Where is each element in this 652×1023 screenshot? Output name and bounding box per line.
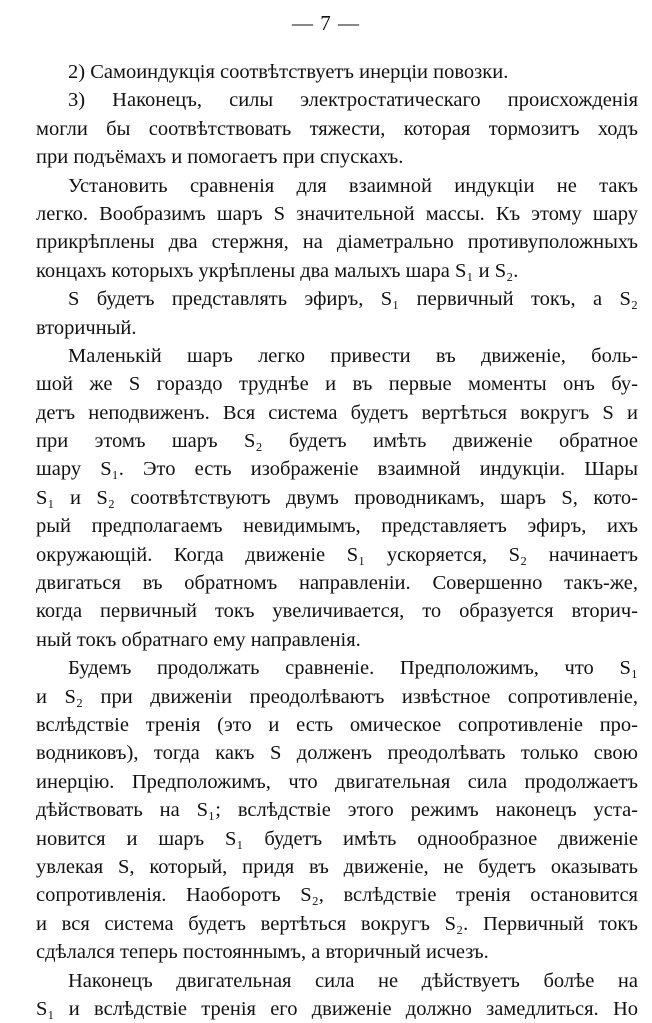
text-line: прикрѣплены два стержня, на діаметрально противуположныхъ xyxy=(36,231,638,254)
text-line: вторичный. xyxy=(36,316,137,339)
text-line: сдѣлался теперь постояннымъ, а вторичный исчезъ. xyxy=(36,941,489,964)
text-line: Будемъ продолжать сравненіе. Предположимъ, что S₁ xyxy=(68,657,638,680)
text-line: инерцію. Предположимъ, что двигательная сила продолжаетъ xyxy=(36,770,638,793)
text-line: дѣйствовать на S₁; вслѣдствіе этого режимъ наконецъ уста- xyxy=(36,799,638,822)
text-line: Маленькій шаръ легко привести въ движеніе, боль- xyxy=(68,344,638,367)
text-line: 3) Наконецъ, силы электростатическаго происхожденія xyxy=(68,89,638,112)
text-line: шой же S гораздо труднѣе и въ первые моменты онъ бу- xyxy=(36,373,638,396)
text-line: и вся система будетъ вертѣться вокругъ S₂. Первичный токъ xyxy=(36,912,638,935)
text-line: и S₂ при движеніи преодолѣваютъ извѣстное сопротивленіе, xyxy=(36,685,638,708)
body-text xyxy=(36,58,638,1023)
text-line: легко. Вообразимъ шаръ S значительной массы. Къ этому шару xyxy=(36,202,638,225)
text-line: S₁ и вслѣдствіе тренія его движеніе должно замедлиться. Но xyxy=(36,997,638,1020)
text-line: новится и шаръ S₁ будетъ имѣть однообразное движеніе xyxy=(36,827,638,850)
text-line: двигаться въ обратномъ направленіи. Совершенно такъ-же, xyxy=(36,572,638,595)
text-line: 2) Самоиндукція соотвѣтствуетъ инерціи повозки. xyxy=(68,61,509,83)
text-line: когда первичный токъ увеличивается, то образуется вторич- xyxy=(36,600,638,623)
text-line: ный токъ обратнаго ему направленія. xyxy=(36,628,361,651)
text-line: S₁ и S₂ соотвѣтствуютъ двумъ проводникамъ, шаръ S, кото- xyxy=(36,486,638,509)
text-line: водниковъ), тогда какъ S долженъ преодолѣвать только свою xyxy=(36,742,638,765)
text-line: при этомъ шаръ S₂ будетъ имѣть движеніе обратное xyxy=(36,430,638,453)
text-line: увлекая S, который, придя въ движеніе, не будетъ оказывать xyxy=(36,855,638,878)
text-line: рый предполагаемъ невидимымъ, представляетъ эфиръ, ихъ xyxy=(36,515,638,538)
text-line: вслѣдствіе тренія (это и есть омическое сопротивленіе про- xyxy=(36,713,638,736)
text-line: концахъ которыхъ укрѣплены два малыхъ шара S₁ и S₂. xyxy=(36,259,519,282)
text-line: S будетъ представлять эфиръ, S₁ первичный токъ, а S₂ xyxy=(68,288,638,311)
text-line: Наконецъ двигательная сила не дѣйствуетъ болѣе на xyxy=(68,969,638,992)
text-line: сопротивленія. Наоборотъ S₂, вслѣдствіе тренія остановится xyxy=(36,884,638,907)
text-line: могли бы соотвѣтствовать тяжести, которая тормозитъ ходъ xyxy=(36,117,638,140)
text-line: детъ неподвиженъ. Вся система будетъ вертѣться вокругъ S и xyxy=(36,401,638,424)
text-line: окружающій. Когда движеніе S₁ ускоряется, S₂ начинаетъ xyxy=(36,543,638,566)
page-number: — 7 — xyxy=(292,11,360,35)
text-line: при подъёмахъ и помогаетъ при спускахъ. xyxy=(36,146,404,169)
text-line: шару S₁. Это есть изображеніе взаимной индукціи. Шары xyxy=(36,458,638,481)
text-line: Установить сравненія для взаимной индукціи не такъ xyxy=(68,174,638,197)
